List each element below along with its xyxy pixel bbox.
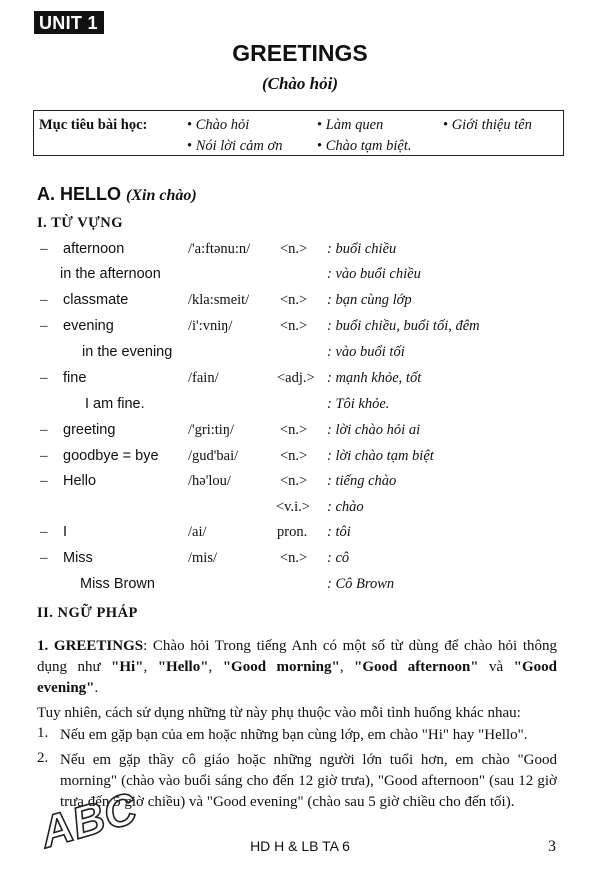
vocab-meaning: : cô [327,550,350,566]
section-a-subtitle: (Xin chào) [126,187,197,204]
vocab-dash: – [40,292,48,308]
vocab-row [0,370,600,392]
grammar-sep: , [339,659,355,675]
grammar-heading: II. NGỮ PHÁP [37,605,138,621]
grammar-paragraph-1 [37,636,557,699]
vocab-word: I [63,524,68,540]
vocab-phonetic: /'gri:tiŋ/ [188,422,235,438]
vocab-word: Hello [63,473,97,489]
vocab-meaning: : vào buổi chiều [327,266,421,282]
vocab-pos: <v.i.> [276,499,310,515]
vocab-meaning: : buổi chiều [327,241,397,257]
vocab-dash: – [40,241,48,257]
vocab-meaning: : tôi [327,524,351,540]
vocab-meaning: : mạnh khỏe, tốt [327,370,422,386]
grammar-paragraph-2: Tuy nhiên, cách sử dụng những từ này phụ thuộc vào mỗi tình huống khác nhau: [37,705,521,721]
greeting-example: "Hi" [111,659,144,675]
vocab-row [0,396,600,418]
objective-item: • Nói lời cảm ơn [187,138,282,155]
vocab-meaning: : tiếng chào [327,473,397,489]
page-title: GREETINGS [232,40,368,66]
section-a-title: A. HELLO [37,184,121,204]
vocab-phonetic: /mis/ [188,550,218,566]
vocab-word: Miss Brown [80,576,155,592]
vocab-row [0,422,600,444]
objective-item: • Chào hỏi [187,117,249,134]
vocab-meaning: : lời chào hỏi ai [327,422,421,438]
vocab-meaning: : lời chào tạm biệt [327,448,434,464]
vocab-row [0,241,600,263]
page-number: 3 [548,838,556,855]
vocab-word: classmate [63,292,129,308]
vocab-phonetic: /i':vniŋ/ [188,318,233,334]
vocab-pos: <n.> [280,241,308,257]
grammar-item-2: Nếu em gặp thầy cô giáo hoặc những người lớn tuổi hơn, em chào "Good morning" (chào vào buổi sáng cho đến 12 giờ trưa), "Good afternoon" (sau 12 giờ trưa đến 5 giờ chiều) và "Good evening" (chào sau 5 giờ chiều cho đến tối). [60,752,557,810]
vocab-word: in the afternoon [60,266,161,282]
vocab-meaning: : vào buổi tối [327,344,405,360]
objective-item: • Chào tạm biệt. [317,138,412,155]
vocab-row [0,524,600,546]
vocab-row [0,344,600,366]
page-footer: HD H & LB TA 6 [250,838,350,854]
lesson-objectives-box [33,110,564,156]
vocab-word: I am fine. [85,396,145,412]
page-subtitle: (Chào hỏi) [261,74,339,93]
vocab-dash: – [40,448,48,464]
grammar-sep: , [208,659,223,675]
vocab-word: in the evening [82,344,173,360]
vocab-dash: – [40,550,48,566]
vocab-meaning: : bạn cùng lớp [327,292,412,308]
vocab-word: afternoon [63,241,125,257]
vocab-phonetic: /gud'bai/ [188,448,239,464]
greeting-example: "Good morning" [222,659,340,675]
objectives-label: Mục tiêu bài học: [39,117,148,133]
section-a-heading [37,184,197,205]
list-number: 1. [37,725,49,741]
vocab-meaning: : buổi chiều, buổi tối, đêm [327,318,480,334]
vocab-row [0,266,600,288]
vocab-word: fine [63,370,87,386]
vocab-dash: – [40,318,48,334]
vocab-row [0,473,600,495]
vocab-phonetic: /kla:smeit/ [188,292,250,308]
vocab-pos: <adj.> [277,370,315,386]
vocab-pos: <n.> [280,448,308,464]
vocab-pos: <n.> [280,422,308,438]
greeting-example: "Hello" [157,659,209,675]
grammar-item-1: Nếu em gặp bạn của em hoặc những bạn cùng lớp, em chào "Hi" hay "Hello". [60,727,528,743]
vocab-word: greeting [63,422,116,438]
grammar-sep: , [143,659,158,675]
vocab-word: goodbye = bye [63,448,159,464]
objective-item: • Giới thiệu tên [443,117,532,134]
grammar-sep: . [94,680,99,696]
vocab-pos: <n.> [280,473,308,489]
list-number: 2. [37,750,49,766]
unit-badge: UNIT 1 [34,11,104,34]
vocab-dash: – [40,524,48,540]
greeting-example: "Good evening" [37,659,557,696]
vocab-meaning: : Tôi khỏe. [327,396,390,412]
vocab-pos: pron. [277,524,308,540]
vocab-phonetic: /hə'lou/ [188,473,231,489]
vocab-word: Miss [63,550,93,566]
vocab-meaning: : chào [327,499,364,515]
vocab-row [0,550,600,572]
vocab-meaning: : Cô Brown [327,576,395,592]
vocab-dash: – [40,370,48,386]
vocab-row [0,448,600,470]
vocab-row [0,318,600,340]
vocab-dash: – [40,473,48,489]
vocab-row [0,576,600,598]
grammar-text: : Chào hỏi Trong tiếng Anh có một số từ dùng để chào hỏi thông dụng như [37,638,557,675]
grammar-term: 1. GREETINGS [37,638,144,654]
vocab-pos: <n.> [280,292,308,308]
vocab-dash: – [40,422,48,438]
vocab-phonetic: /ai/ [188,524,207,540]
vocab-row [0,292,600,314]
greeting-example: "Good afternoon" [354,659,479,675]
grammar-sep: và [478,659,514,675]
objective-item: • Làm quen [317,117,383,134]
vocab-pos: <n.> [280,318,308,334]
abc-logo-stamp: ABC [35,783,144,858]
vocabulary-heading: I. TỪ VỰNG [37,215,123,231]
vocab-phonetic: /fain/ [188,370,219,386]
vocab-pos: <n.> [280,550,308,566]
vocab-row [0,499,600,521]
vocab-word: evening [63,318,114,334]
vocab-phonetic: /'a:ftənu:n/ [188,241,251,257]
